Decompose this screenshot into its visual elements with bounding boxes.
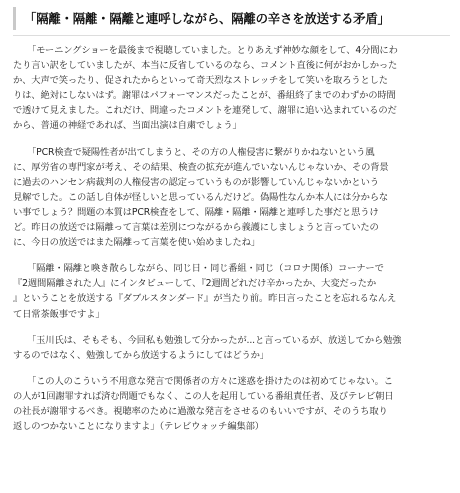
text-line: たり言い訳をしていましたが、本当に反省しているのなら、コメント直後に何がおかしかった — [13, 60, 398, 72]
heading-accent-bar — [13, 7, 16, 30]
article-body — [13, 43, 450, 434]
text-line: 『2週間隔離された人』にインタビューして、『2週間どれだけ辛かったか、大変だったか — [13, 278, 377, 290]
text-line: するのではなく、勉強してから放送するようにしてはどうか」 — [13, 349, 269, 361]
text-line: 返しのつかないことになりますよ」（テレビウォッチ編集部） — [13, 421, 264, 433]
text-line: か、大声で笑ったり、促されたからといって奇天烈なストレッチをして笑いを取ろうとした — [13, 75, 388, 87]
text-line: 「この人のこういう不用意な発言で関係者の方々に迷惑を掛けたのは初めてじゃない。こ — [27, 375, 393, 387]
quote-paragraph-5 — [13, 374, 450, 434]
text-line: の社長が謝罪するべき。視聴率のために過激な発言をさせるのもいいですが、そのうち取り — [13, 405, 388, 417]
text-line: 「PCR検査で疑陽性者が出てしまうと、その方の人権侵害に繋がりかねないという風 — [27, 146, 375, 158]
quote-paragraph-1 — [13, 43, 450, 134]
text-line: 』ということを放送する『ダブルスタンダード』が当たり前。昨日言ったことを忘れるなんえ — [13, 293, 397, 305]
quote-paragraph-4 — [13, 333, 450, 363]
text-line: に、厚労省の専門家が考え、その結果、検査の拡充が進んでいないんじゃないか、その背景 — [13, 161, 389, 173]
text-line: て日常茶飯事ですよ」 — [13, 308, 105, 320]
text-line: い事でしょう？問題の本質はPCR検査をして、隔離・隔離・隔離と連呼した事だと思うけ — [13, 206, 379, 218]
article-page — [0, 7, 460, 493]
text-line: に、今日の放送ではまた隔離って言葉を使い始めましたね」 — [13, 237, 260, 249]
text-line: ど。昨日の放送では隔離って言葉は差別につながるから義護にしましょうと言っていたの — [13, 222, 379, 234]
article-heading — [13, 7, 450, 30]
text-line: から、普通の神経であれば、当面出演は自粛でしょう」 — [13, 120, 242, 132]
text-line: りは、絶対にしないはず。謝罪はパフォーマンスだったことが、番組終了までのわずかの時間 — [13, 90, 396, 102]
quote-paragraph-3 — [13, 261, 450, 321]
text-line: 見解でした。この話し自体が怪しいと思っているんだけど。偽陽性なんか本人には分からな — [13, 191, 389, 203]
heading-divider — [13, 35, 450, 36]
text-line: 「隔離・隔離と喚き散らしながら、同じ日・同じ番組・同じ（コロナ関係）コーナーで — [27, 263, 384, 275]
text-line: に過去のハンセン病裁判の人権侵害の認定っていうものが影響していんじゃないかという — [13, 176, 379, 188]
quote-paragraph-2 — [13, 145, 450, 251]
text-line: の人が1回謝罪すれば済む問題でもなく、この人を起用している番組責任者、及びテレビ朝日 — [13, 390, 394, 402]
heading-title: 「隔離・隔離・隔離と連呼しながら、隔離の辛さを放送する矛盾」 — [24, 11, 390, 26]
text-line: 「玉川氏は、そもそも、今回私も勉強して分かったが...と言っているが、放送してから勉強 — [27, 334, 402, 346]
text-line: 「モーニングショーを最後まで視聴していました。とりあえず神妙な顔をして、4分間にわ — [27, 45, 398, 56]
text-line: で透けて見えました。これだけ、問違ったコメントを連発して、謝罪に追い込まれているのだ — [13, 105, 397, 117]
